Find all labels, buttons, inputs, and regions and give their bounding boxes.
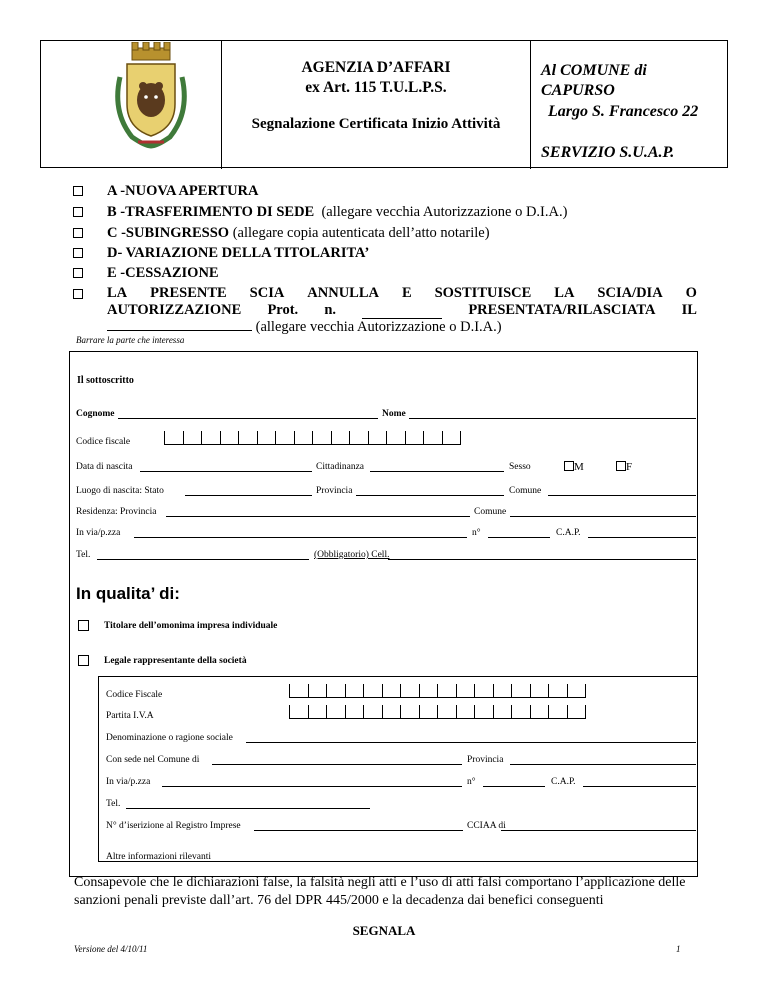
comune-line1: Al COMUNE di bbox=[541, 62, 647, 79]
option-note: (allegare copia autenticata dell’atto notarile) bbox=[229, 225, 490, 241]
provincia-field[interactable] bbox=[356, 495, 504, 496]
societa-numero-label: n° bbox=[467, 777, 476, 787]
checkbox[interactable] bbox=[564, 461, 574, 471]
sesso-m-label: M bbox=[574, 461, 584, 473]
cognome-label: Cognome bbox=[76, 409, 115, 419]
sede-label: Con sede nel Comune di bbox=[106, 755, 200, 765]
qualita-title: In qualita’ di: bbox=[76, 584, 180, 603]
agency-line1: AGENZIA D’AFFARI bbox=[301, 59, 451, 76]
word: AUTORIZZAZIONE bbox=[107, 302, 242, 318]
partita-iva-grid[interactable] bbox=[289, 705, 586, 719]
data-nascita-label: Data di nascita bbox=[76, 462, 133, 472]
checkbox[interactable] bbox=[73, 289, 83, 299]
checkbox[interactable] bbox=[616, 461, 626, 471]
registro-label: N° d’iserizione al Registro Imprese bbox=[106, 821, 241, 831]
annulla-line3 bbox=[107, 319, 697, 336]
comune-line2: CAPURSO bbox=[541, 82, 615, 99]
via-field[interactable] bbox=[134, 537, 467, 538]
comune-recipient bbox=[541, 61, 647, 101]
page-number: 1 bbox=[676, 944, 681, 954]
protocol-blank[interactable] bbox=[362, 302, 442, 319]
societa-cf-grid[interactable] bbox=[289, 684, 586, 698]
altre-info-field[interactable] bbox=[221, 861, 696, 862]
option-note: (allegare vecchia Autorizzazione o D.I.A.) bbox=[314, 204, 568, 220]
checkbox[interactable] bbox=[73, 248, 83, 258]
sesso-label: Sesso bbox=[509, 462, 531, 472]
date-blank[interactable] bbox=[107, 330, 252, 331]
comune-label: Comune bbox=[509, 486, 542, 496]
legale-checkbox[interactable] bbox=[78, 655, 89, 666]
comune-address: Largo S. Francesco 22 bbox=[548, 103, 699, 120]
numero-label: n° bbox=[472, 528, 481, 538]
societa-via-label: In via/p.zza bbox=[106, 777, 151, 787]
word: E bbox=[401, 285, 412, 301]
cciaa-field[interactable] bbox=[501, 830, 696, 831]
word: PRESENTATA/RILASCIATA bbox=[468, 302, 656, 318]
cap-label: C.A.P. bbox=[556, 528, 581, 538]
societa-tel-field[interactable] bbox=[126, 808, 370, 809]
societa-via-field[interactable] bbox=[162, 786, 462, 787]
word: IL bbox=[681, 302, 697, 318]
sede-field[interactable] bbox=[212, 764, 462, 765]
numero-field[interactable] bbox=[488, 537, 550, 538]
annulla-text bbox=[107, 285, 697, 336]
word: SOSTITUISCE bbox=[434, 285, 532, 301]
residenza-comune-label: Comune bbox=[474, 507, 507, 517]
service-name: SERVIZIO S.U.A.P. bbox=[541, 144, 675, 161]
annulla-note: (allegare vecchia Autorizzazione o D.I.A.) bbox=[255, 319, 502, 335]
option-label: C -SUBINGRESSO bbox=[107, 225, 230, 241]
word: n. bbox=[324, 302, 337, 318]
barrare-note: Barrare la parte che interessa bbox=[76, 335, 185, 345]
word: SCIA bbox=[249, 285, 285, 301]
titolare-checkbox[interactable] bbox=[78, 620, 89, 631]
societa-cf-label: Codice Fiscale bbox=[106, 690, 163, 700]
sesso-m[interactable] bbox=[564, 461, 584, 473]
denominazione-label: Denominazione o ragione sociale bbox=[106, 733, 233, 743]
cittadinanza-label: Cittadinanza bbox=[316, 462, 365, 472]
codice-fiscale-grid[interactable] bbox=[164, 431, 461, 445]
societa-tel-label: Tel. bbox=[106, 799, 121, 809]
cell-label: (Obbligatorio) Cell. bbox=[314, 550, 390, 560]
societa-cap-label: C.A.P. bbox=[551, 777, 576, 787]
word: ANNULLA bbox=[307, 285, 379, 301]
sesso-f[interactable] bbox=[616, 461, 632, 473]
denominazione-field[interactable] bbox=[246, 742, 696, 743]
word: SCIA/DIA bbox=[597, 285, 663, 301]
cittadinanza-field[interactable] bbox=[370, 471, 504, 472]
word: LA bbox=[107, 285, 128, 301]
societa-numero-field[interactable] bbox=[483, 786, 545, 787]
societa-provincia-field[interactable] bbox=[510, 764, 696, 765]
codice-fiscale-label: Codice fiscale bbox=[76, 437, 131, 447]
consapevole-text: Consapevole che le dichiarazioni false, la falsità negli atti e l’uso di atti falsi comportano l’applicazione delle sanzioni penali previste dall’art. 76 del DPR 445/2000 e la decadenza dai benefici conseguenti bbox=[74, 875, 686, 908]
registro-field[interactable] bbox=[254, 830, 463, 831]
annulla-line2 bbox=[107, 302, 697, 319]
altre-info-label: Altre informazioni rilevanti bbox=[106, 852, 211, 862]
nome-field[interactable] bbox=[409, 418, 696, 419]
titolare-label: Titolare dell’omonima impresa individuale bbox=[104, 621, 278, 631]
legale-label: Legale rappresentante della società bbox=[104, 656, 247, 666]
option-label: A -NUOVA APERTURA bbox=[107, 183, 259, 199]
residenza-label: Residenza: Provincia bbox=[76, 507, 157, 517]
word: Prot. bbox=[267, 302, 299, 318]
word: PRESENTE bbox=[150, 285, 227, 301]
tel-field[interactable] bbox=[97, 559, 309, 560]
word: O bbox=[685, 285, 697, 301]
scia-title: Segnalazione Certificata Inizio Attività bbox=[251, 116, 501, 132]
comune-field[interactable] bbox=[548, 495, 696, 496]
societa-cap-field[interactable] bbox=[583, 786, 696, 787]
tel-label: Tel. bbox=[76, 550, 91, 560]
crest-logo bbox=[110, 42, 192, 152]
provincia-label: Provincia bbox=[316, 486, 353, 496]
sottoscritto-title: Il sottoscritto bbox=[77, 375, 134, 386]
checkbox[interactable] bbox=[73, 268, 83, 278]
societa-box bbox=[98, 676, 698, 862]
word: LA bbox=[554, 285, 575, 301]
checkbox[interactable] bbox=[73, 228, 83, 238]
stato-field[interactable] bbox=[185, 495, 312, 496]
via-label: In via/p.zza bbox=[76, 528, 121, 538]
checkbox[interactable] bbox=[73, 207, 83, 217]
data-nascita-field[interactable] bbox=[140, 471, 312, 472]
annulla-line1 bbox=[107, 285, 697, 302]
societa-provincia-label: Provincia bbox=[467, 755, 504, 765]
agency-title bbox=[222, 58, 530, 98]
partita-iva-label: Partita I.V.A bbox=[106, 711, 154, 721]
option-label: E -CESSAZIONE bbox=[107, 265, 219, 281]
agency-line2: ex Art. 115 T.U.L.P.S. bbox=[305, 79, 447, 96]
nome-label: Nome bbox=[382, 409, 406, 419]
cognome-field[interactable] bbox=[118, 418, 378, 419]
cap-field[interactable] bbox=[588, 537, 696, 538]
option-label: D- VARIAZIONE DELLA TITOLARITA’ bbox=[107, 245, 370, 261]
sesso-f-label: F bbox=[626, 461, 633, 473]
header-divider bbox=[530, 41, 531, 169]
residenza-comune-field[interactable] bbox=[510, 516, 696, 517]
option-label: B -TRASFERIMENTO DI SEDE bbox=[107, 204, 315, 220]
cell-field[interactable] bbox=[388, 559, 696, 560]
segnala-heading: SEGNALA bbox=[352, 923, 416, 938]
residenza-provincia-field[interactable] bbox=[166, 516, 470, 517]
cciaa-label: CCIAA di bbox=[467, 821, 506, 831]
luogo-nascita-label: Luogo di nascita: Stato bbox=[76, 486, 164, 496]
checkbox[interactable] bbox=[73, 186, 83, 196]
version-footer: Versione del 4/10/11 bbox=[74, 944, 148, 954]
